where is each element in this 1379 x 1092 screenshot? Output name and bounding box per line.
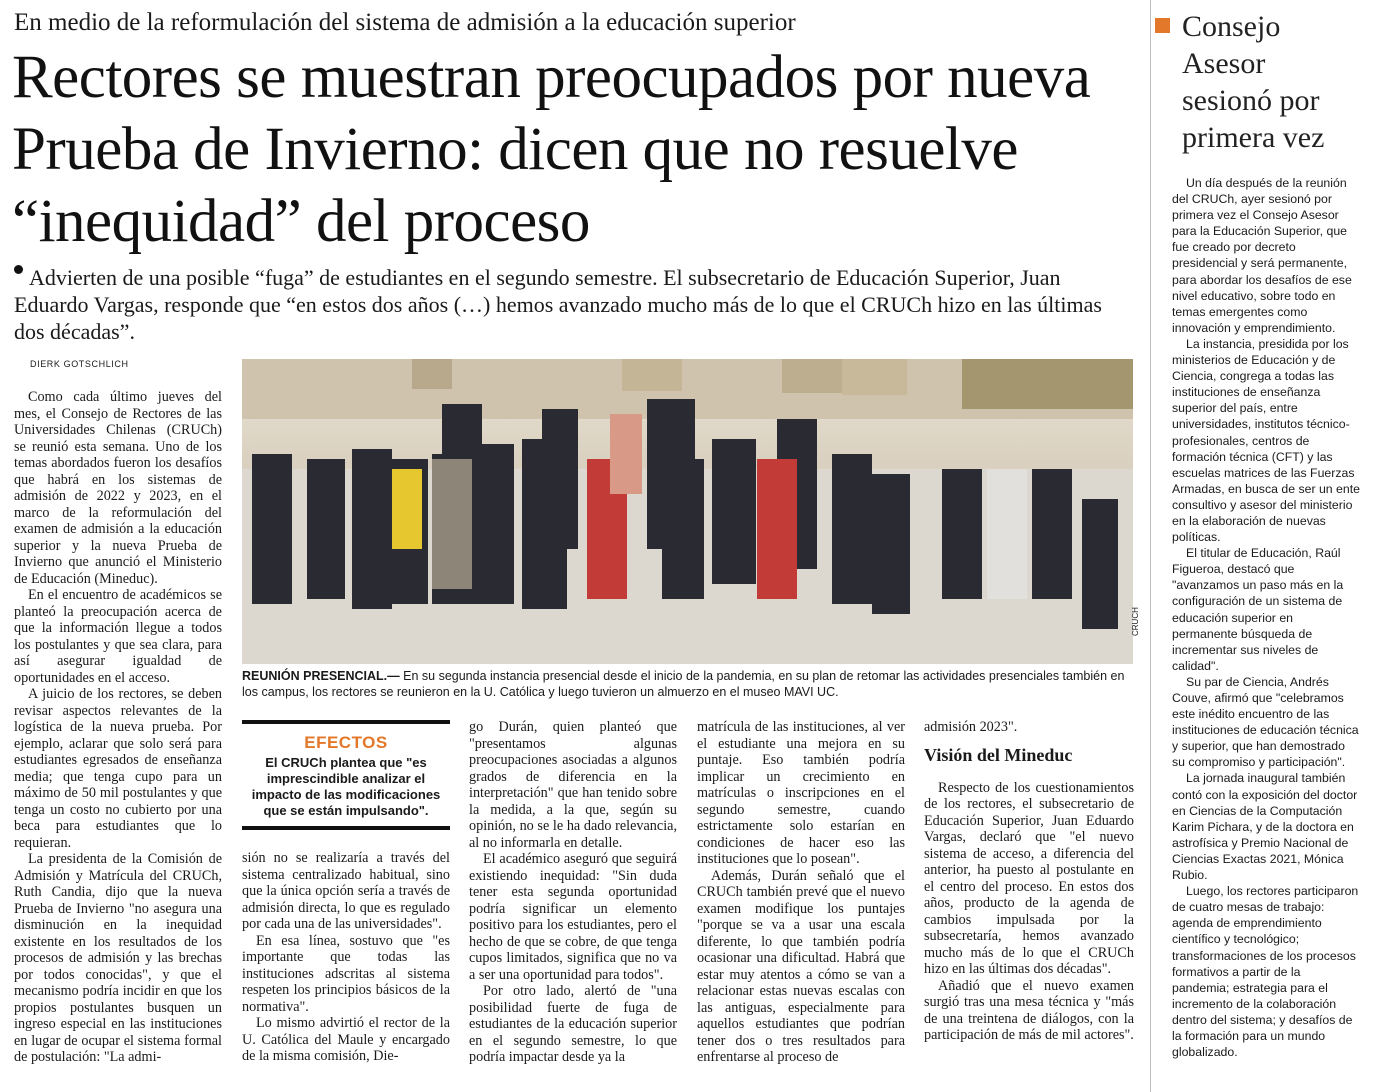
paragraph: Su par de Ciencia, Andrés Couve, afirmó que "celebramos este inédito encuentro de las instituciones de educación técnica y superior, que han demostrado su compromiso y participación". xyxy=(1172,674,1359,770)
paragraph: La jornada inaugural también contó con la exposición del doctor en Ciencias de la Computación Karim Pichara, y de la doctora en astrofísica y Premio Nacional de Ciencias Exactas 2021, Mónica Rubio. xyxy=(1172,771,1358,883)
sidebar-body xyxy=(1172,175,1360,1060)
caption-text: En su segunda instancia presencial desde el inicio de la pandemia, en su plan de retomar las actividades presenciales también en los campus, los rectores se reunieron en la U. Católica y luego tuvieron un almuerzo en el museo MAVI UC. xyxy=(242,669,1125,699)
paragraph: El titular de Educación, Raúl Figueroa, destacó que "avanzamos un paso más en la configuración de un sistema de educación superior en permanente búsqueda de incrementar sus niveles de calidad". xyxy=(1172,546,1344,673)
paragraph: El académico aseguró que seguirá existiendo inequidad: "Sin duda tener esta segunda oportunidad podría significar un elemento positivo para los estudiantes, pero el hecho de que se cobre, de que tenga cupos limitados, significa que no va a ser una oportunidad para todos". xyxy=(469,851,677,983)
column-1 xyxy=(14,389,222,1066)
efectos-title: EFECTOS xyxy=(304,733,388,752)
paragraph: sión no se realizaría a través del sistema centralizado habitual, sino que la única opción sería a través de admisión directa, lo que es regulado por cada una de las universidades". xyxy=(242,850,450,932)
paragraph: A juicio de los rectores, se deben revisar aspectos relevantes de la logística de la nueva prueba. Por ejemplo, aclarar que solo será para estudiantes egresados de enseñanza media; que tenga cupo para un máximo de 50 mil postulantes y que tenga un costo no cubierto por una beca para estudiantes que lo requieran. xyxy=(14,686,222,851)
bullet-icon xyxy=(14,265,23,274)
caption-label: REUNIÓN PRESENCIAL.— xyxy=(242,669,400,683)
paragraph: Luego, los rectores participaron de cuatro mesas de trabajo: agenda de emprendimiento científico y tecnológico; transformaciones de los procesos formativos a partir de la pandemia; estrategia para el incremento de la colaboración dentro del sistema; y desafíos de la formación para un mundo globalizado. xyxy=(1172,884,1359,1060)
paragraph: La presidenta de la Comisión de Admisión y Matrícula del CRUCh, Ruth Candia, dijo que la nueva Prueba de Invierno "no asegura una disminución en la inequidad existente en los resultados de los procesos de admisión y las brechas por todos conocidas", y que el mecanismo podría incidir en que los propios postulantes busquen un ingreso especial en las instituciones en lugar de ocupar el sistema formal de postulación: "La admi- xyxy=(14,851,222,1065)
headline: Rectores se muestran preocupados por nueva Prueba de Invierno: dicen que no resuelve “inequidad” del proceso xyxy=(12,44,1091,255)
byline: DIERK GOTSCHLICH xyxy=(30,359,129,369)
paragraph: Añadió que el nuevo examen surgió tras una mesa técnica y "más de una treintena de diálogos, con la participación de más de mil actores". xyxy=(924,977,1134,1043)
paragraph: En el encuentro de académicos se planteó la preocupación acerca de que la información llegue a todos los postulantes y que sea clara, para así asegurar igualdad de oportunidades en el acceso. xyxy=(14,587,222,686)
paragraph: Por otro lado, alertó de "una posibilidad fuerte de fuga de estudiantes de la educación superior en el segundo semestre, lo que podría impactar desde ya la xyxy=(469,983,677,1065)
paragraph: admisión 2023". xyxy=(924,719,1018,735)
column-4 xyxy=(697,719,905,1066)
efectos-box xyxy=(242,720,450,830)
column-3 xyxy=(469,719,677,1066)
sidebar-title: Consejo Asesor sesionó por primera vez xyxy=(1182,10,1325,154)
group-photo xyxy=(242,359,1133,664)
efectos-quote: El CRUCh plantea que "es imprescindible analizar el impacto de las modificaciones que se están impulsando". xyxy=(251,755,441,818)
paragraph: Lo mismo advirtió el rector de la U. Católica del Maule y encargado de la misma comisión, Die- xyxy=(242,1015,450,1064)
paragraph: Un día después de la reunión del CRUCh, ayer sesionó por primera vez el Consejo Asesor para la Educación Superior, que fue creado por decreto presidencial y será permanente, para abordar los desafíos de ese nivel educativo, sobre todo en temas emergentes como innovación y emprendimiento. xyxy=(1172,176,1352,335)
section-subhead: Visión del Mineduc xyxy=(924,744,1073,765)
paragraph: Como cada último jueves del mes, el Consejo de Rectores de las Universidades Chilenas (CRUCh) se reunió esta semana. Uno de los temas abordados fueron los desafíos que habrá en los sistemas de admisión de 2022 y 2023, en el marco de la reformulación del examen de admisión a la educación superior y la nueva Prueba de Invierno que anunció el Ministerio de Educación (Mineduc). xyxy=(14,389,222,587)
column-5 xyxy=(924,719,1134,1044)
orange-square-icon xyxy=(1155,18,1170,33)
subheadline xyxy=(14,264,1124,345)
photo-caption xyxy=(242,668,1136,700)
paragraph: En esa línea, sostuvo que "es importante que todas las instituciones adscritas al sistema respeten los principios básicos de la normativa". xyxy=(242,932,450,1015)
paragraph: matrícula de las instituciones, al ver el estudiante una mejora en su puntaje. Eso también podría implicar un crecimiento en matrículas o inscripciones en el segundo semestre, cuando estrictamente solo estarían en condiciones de hacer eso las instituciones que lo posean". xyxy=(697,719,905,867)
paragraph: Además, Durán señaló que el CRUCh también prevé que el nuevo examen modifique los puntajes "porque se va a usar una escala diferente, lo que también podría ocasionar una dificultad. Habrá que estar muy atentos a cómo se van a relacionar estas nuevas escalas con las antiguas, especialmente para aquellos estudiantes que podrían tener dos o tres resultados para enfrentarse al proceso de xyxy=(697,867,905,1065)
photo-credit: CRUCH xyxy=(1131,607,1140,636)
kicker: En medio de la reformulación del sistema de admisión a la educación superior xyxy=(14,9,796,36)
paragraph: Respecto de los cuestionamientos de los rectores, el subsecretario de Educación Superior, Juan Eduardo Vargas, declaró que "el nuevo sistema de acceso, a diferencia del anterior, ha puesto al postulante en el centro del proceso. En estos dos años, producto de la agenda de cambios impulsada por la subsecretaría, hemos avanzado mucho más de lo que el CRUCh hizo en las últimas dos décadas". xyxy=(924,779,1134,977)
column-2 xyxy=(242,850,450,1065)
paragraph: go Durán, quien planteó que "presentamos algunas preocupaciones asociadas a algunos grados de diferencia en la interpretación" que han tenido sobre la medida, a la que, según su opinión, no se le ha dado relevancia, al no informarla en detalle. xyxy=(469,719,677,851)
subheadline-text: Advierten de una posible “fuga” de estudiantes en el segundo semestre. El subsecretario de Educación Superior, Juan Eduardo Vargas, responde que “en estos dos años (…) hemos avanzado mucho más de lo que el CRUCh hizo en las últimas dos décadas”. xyxy=(14,265,1102,344)
paragraph: La instancia, presidida por los ministerios de Educación y de Ciencia, congrega a todas las instituciones de enseñanza superior del país, entre universidades, institutos técnico-profesionales, centros de formación técnica (CFT) y las escuelas matrices de las Fuerzas Armadas, en busca de ser un ente consultivo y asesor del ministerio en la elaboración de nuevas políticas. xyxy=(1172,336,1360,545)
